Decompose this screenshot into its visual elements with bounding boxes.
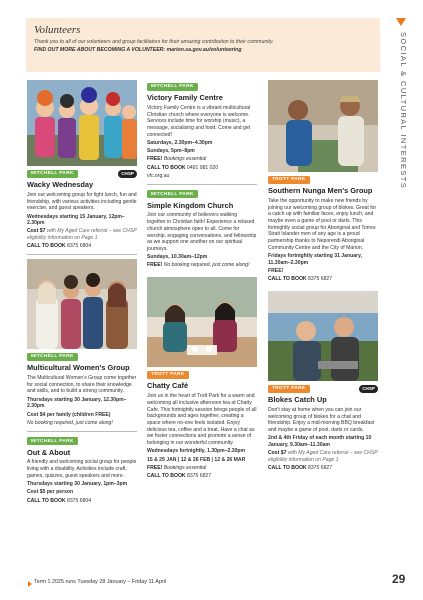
location-tag: MITCHELL PARK — [147, 190, 198, 198]
outabout-booking — [27, 498, 137, 505]
chsp-badge: CHSP — [118, 170, 137, 178]
blokes-booking — [268, 465, 378, 472]
nunga-schedule: Fridays fortnightly starting 31 January, 11.30am–2.30pm — [268, 253, 362, 266]
location-tag: MITCHELL PARK — [27, 437, 78, 445]
free-note: No booking required, just come along! — [162, 262, 250, 269]
volunteers-link[interactable]: FIND OUT MORE ABOUT BECOMING A VOLUNTEER: marion.sa.gov.au/volunteering — [34, 47, 242, 53]
book-label: CALL TO BOOK — [268, 465, 307, 472]
wacky-description: Join our welcoming group for light lunch, fun and friendship, with various activities including gentle exercise, and guest speakers. — [27, 191, 137, 212]
multicultural-photo — [27, 259, 137, 349]
simple-tag-row — [147, 190, 257, 199]
nunga-description: Take the opportunity to make new friends by joining our welcoming group of blokes. Great for a catch up with familiar faces, enjoy lunch, and maybe even a game of pool or darts. This fortnightly social group for Aboriginal and Torres Strait Islander men of any age is a proud partnership thanks to Neporendi Aboriginal Community Centre and the City of Marion. — [268, 197, 377, 251]
chatty-dates: 15 & 29 JAN | 12 & 26 FEB | 12 & 26 MAR — [147, 456, 246, 463]
book-label: CALL TO BOOK — [268, 276, 307, 283]
multicultural-tag-row — [27, 352, 137, 361]
wacky-wednesday-photo — [27, 80, 137, 166]
nunga-booking — [268, 276, 378, 283]
outabout-cost: Cost $5 per person — [27, 489, 74, 496]
column-left — [27, 80, 137, 504]
column-middle — [147, 82, 257, 480]
divider — [147, 184, 257, 185]
location-tag: MITCHELL PARK — [27, 353, 78, 361]
nunga-mens-photo — [268, 80, 378, 172]
chatty-schedule: Wednesdays fortnightly, 1.30pm–2.30pm — [147, 448, 246, 455]
wacky-schedule: Wednesdays starting 15 January, 12pm–2.30pm — [27, 213, 125, 227]
victory-description: Victory Family Centre is a vibrant multicultural Christian church where everyone is welcome. Services include time for worship (music), a message, socialising and food. Come and get connected! — [147, 104, 251, 138]
free-label: FREE! — [147, 156, 163, 163]
term-dates: Term 1 2025 runs Tuesday 28 January – Friday 11 April — [34, 579, 167, 585]
location-tag: TROTT PARK — [147, 371, 189, 379]
book-label: CALL TO BOOK — [27, 243, 66, 250]
divider — [27, 254, 137, 255]
wacky-tag-row — [27, 169, 137, 178]
phone-number[interactable]: 8375 6804 — [65, 497, 92, 504]
blokes-title: Blokes Catch Up — [268, 395, 327, 404]
chatty-description: Join us in the heart of Trott Park for a warm and welcoming all inclusive afternoon tea at Chatty Cafe. This fortnightly session brings people of all backgrounds and ages together, creating a space where no-one feels isolated. Enjoy delicious tea, coffee and a treat. Have a chat as we foster connections and promote a sense of belonging in our wonderful community. — [147, 393, 257, 447]
cost-note: with My Aged Care referral – see CHSP eligibility information on Page 1 — [268, 450, 378, 463]
blokes-catch-up-photo — [268, 291, 378, 381]
chatty-tag-row — [147, 370, 257, 379]
page-number: 29 — [392, 572, 406, 586]
chsp-badge: CHSP — [359, 385, 378, 393]
outabout-title: Out & About — [27, 447, 71, 457]
multicultural-description: The Multicultural Women's Group come together for social connection, to share their knowledge and skills, and to build a strong community. — [27, 375, 137, 395]
outabout-schedule: Thursdays starting 30 January, 1pm–3pm — [27, 481, 128, 488]
phone-number[interactable]: 8375 6804 — [65, 243, 92, 250]
chatty-free — [147, 465, 257, 472]
divider — [27, 431, 137, 432]
location-tag: MITCHELL PARK — [27, 170, 78, 178]
multicultural-schedule: Thursdays starting 30 January, 12.30pm–2.30pm — [27, 396, 127, 410]
side-triangle-icon — [396, 18, 406, 26]
multicultural-note: No booking required, just come along! — [27, 419, 113, 426]
free-label: FREE! — [147, 464, 163, 471]
phone-number[interactable]: 0491 981 020 — [185, 164, 219, 171]
cost-note: with My Aged Care referral – see CHSP eligibility information on Page 1 — [27, 228, 137, 242]
volunteers-title: Volunteers — [34, 24, 81, 36]
wacky-cost — [27, 228, 137, 241]
location-tag: TROTT PARK — [268, 176, 310, 184]
blokes-cost — [268, 450, 378, 463]
book-label: CALL TO BOOK — [147, 472, 186, 479]
victory-title: Victory Family Centre — [147, 93, 223, 102]
phone-number[interactable]: 8375 6827 — [185, 472, 212, 479]
cost-label: Cost $7 — [27, 228, 46, 235]
cost-label: Cost $7 — [268, 450, 287, 457]
chatty-cafe-photo — [147, 277, 257, 367]
location-tag: MITCHELL PARK — [147, 83, 198, 91]
victory-schedule-sun: Sundays, 5pm–8pm — [147, 148, 195, 155]
section-heading: SOCIAL & CULTURAL INTERESTS — [399, 32, 408, 190]
simple-title: Simple Kingdom Church — [147, 200, 234, 210]
phone-number[interactable]: 8375 6827 — [306, 276, 333, 283]
footer-triangle-icon — [28, 581, 32, 587]
victory-schedule-sat: Saturdays, 2.30pm–4.30pm — [147, 139, 213, 146]
victory-tag-row — [147, 82, 257, 91]
victory-booking — [147, 165, 257, 172]
wacky-booking — [27, 243, 137, 250]
free-label: FREE! — [147, 262, 163, 269]
free-note: Bookings essential — [162, 464, 207, 471]
simple-description: Join our community of believers walking together in Christian faith! Experience a relaxed church atmosphere open to all. Come for worship, engaging conversations, and fellowship as we support one another on our spiritual journeys. — [147, 212, 257, 253]
simple-free — [147, 262, 257, 269]
book-label: CALL TO BOOK — [27, 497, 66, 504]
location-tag: TROTT PARK — [268, 385, 310, 393]
volunteers-text: Thank you to all of our volunteers and group facilitators for their amazing contribution to their community. — [34, 39, 274, 45]
book-label: CALL TO BOOK — [147, 164, 186, 171]
phone-number[interactable]: 8375 6827 — [306, 465, 333, 472]
simple-schedule: Sundays, 10.30am–12pm — [147, 254, 208, 261]
nunga-title: Southern Nunga Men's Group — [268, 186, 373, 195]
chatty-booking — [147, 473, 257, 480]
multicultural-title: Multicultural Women's Group — [27, 363, 130, 373]
outabout-description: A friendly and welcoming social group for people living with a disability. Activities include craft, games, quizzes, guest speakers and more. — [27, 459, 137, 479]
blokes-tag-row — [268, 384, 378, 393]
victory-free — [147, 156, 257, 163]
wacky-title: Wacky Wednesday — [27, 180, 94, 189]
free-note: Bookings essential — [162, 156, 207, 163]
column-right — [268, 80, 378, 472]
volunteers-panel — [26, 18, 380, 72]
victory-website-link[interactable]: vfc.org.au — [147, 172, 170, 179]
chatty-title: Chatty Café — [147, 381, 189, 391]
blokes-description: Don't stay at home when you can join our welcoming group of blokes for a chat and friendship. Enjoy a mid-morning BBQ breakfast and maybe a game of pool, darts or cards. — [268, 406, 375, 434]
nunga-tag-row — [268, 175, 378, 184]
outabout-tag-row — [27, 437, 137, 446]
blokes-schedule: 2nd & 4th Friday of each month starting 10 January, 9.30am–11.30am — [268, 435, 372, 448]
nunga-free: FREE! — [268, 268, 284, 275]
multicultural-cost: Cost $4 per family (children FREE) — [27, 411, 111, 418]
